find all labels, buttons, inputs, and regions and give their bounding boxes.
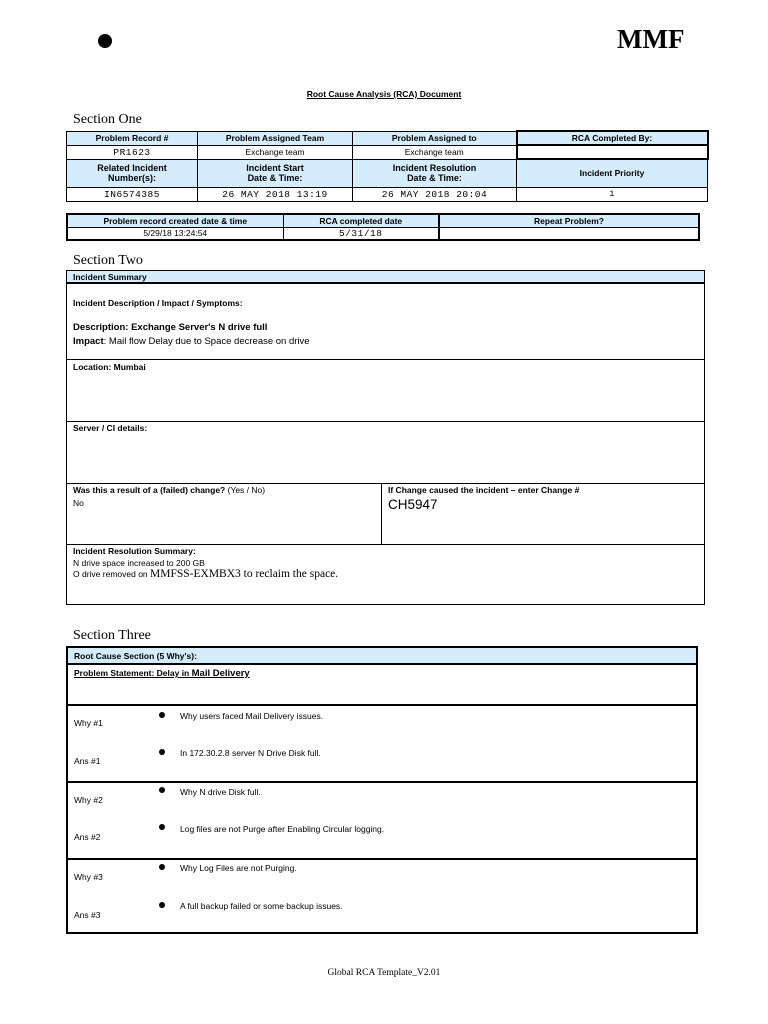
header-bullet-icon: [98, 34, 112, 48]
ans-label: Ans #1: [74, 756, 101, 766]
incident-resolution-value: 26 MAY 2018 20:04: [353, 187, 517, 201]
incident-summary-box: [66, 270, 705, 605]
divider: [381, 483, 382, 544]
created-date-value: 5/29/18 13:24:54: [67, 227, 283, 240]
ans-text: In 172.30.2.8 server N Drive Disk full.: [180, 748, 321, 758]
footer-text: Global RCA Template_V2.01: [327, 968, 441, 978]
incident-description-label: Incident Description / Impact / Symptoms:: [73, 298, 243, 308]
bullet-icon: [159, 902, 165, 908]
divider: [67, 483, 704, 484]
divider: [67, 359, 704, 360]
ans-label: Ans #2: [74, 832, 101, 842]
rca-completed-date-value: 5/31/18: [283, 227, 439, 240]
rca-completed-date-header: RCA completed date: [283, 214, 439, 227]
divider: [67, 421, 704, 422]
ans-text: A full backup failed or some backup issues.: [180, 901, 343, 911]
why-label: Why #3: [74, 872, 103, 882]
impact-line: Impact: Mail flow Delay due to Space decrease on drive: [73, 336, 310, 347]
problem-statement: Problem Statement: Delay in Mail Delivery: [74, 668, 250, 679]
problem-record-value: PR1623: [67, 145, 198, 159]
ans-label: Ans #3: [74, 910, 101, 920]
assigned-team-header: Problem Assigned Team: [198, 131, 353, 145]
root-cause-box: [66, 646, 698, 934]
bullet-icon: [159, 824, 165, 830]
why-text: Why N drive Disk full.: [180, 787, 261, 797]
problem-record-header: Problem Record #: [67, 131, 198, 145]
created-date-header: Problem record created date & time: [67, 214, 283, 227]
section-one-title: Section One: [73, 112, 142, 127]
related-incident-value: IN6574385: [67, 187, 198, 201]
incident-summary-header: Incident Summary: [67, 271, 704, 284]
record-dates-table: [66, 213, 700, 241]
divider: [67, 544, 704, 545]
bullet-icon: [159, 787, 165, 793]
why-label: Why #2: [74, 795, 103, 805]
incident-priority-header: Incident Priority: [517, 159, 708, 187]
resolution-line-1: N drive space increased to 200 GB: [73, 558, 205, 568]
resolution-summary-label: Incident Resolution Summary:: [73, 546, 196, 556]
section-two-title: Section Two: [73, 253, 143, 268]
repeat-problem-header: Repeat Problem?: [439, 214, 699, 227]
why-text: Why users faced Mail Delivery issues.: [180, 711, 324, 721]
change-number-label: If Change caused the incident – enter Change #: [388, 485, 580, 495]
assigned-team-value: Exchange team: [198, 145, 353, 159]
company-logo: MMF: [617, 24, 685, 54]
incident-priority-value: 1: [517, 187, 708, 201]
rca-completed-by-value: [517, 145, 708, 159]
bullet-icon: [159, 712, 165, 718]
location-label: Location: Mumbai: [73, 362, 146, 372]
incident-start-value: 26 MAY 2018 13:19: [198, 187, 353, 201]
incident-start-header: Incident Start Date & Time:: [198, 159, 353, 187]
root-cause-header: Root Cause Section (5 Why's):: [68, 648, 696, 665]
ans-text: Log files are not Purge after Enabling Circular logging.: [180, 824, 385, 834]
bullet-icon: [159, 749, 165, 755]
resolution-line-2: O drive removed on MMFSS-EXMBX3 to reclaim the space.: [73, 568, 339, 580]
why-block-2: [68, 783, 696, 860]
bullet-icon: [159, 864, 165, 870]
why-block-1: [68, 706, 696, 783]
server-ci-label: Server / CI details:: [73, 423, 148, 433]
repeat-problem-value: [439, 227, 699, 240]
why-block-3: [68, 860, 696, 934]
related-incident-header: Related Incident Number(s):: [67, 159, 198, 187]
assigned-to-header: Problem Assigned to: [353, 131, 517, 145]
why-label: Why #1: [74, 718, 103, 728]
section-three-title: Section Three: [73, 628, 151, 643]
why-text: Why Log Files are not Purging.: [180, 863, 297, 873]
rca-completed-by-header: RCA Completed By:: [517, 131, 708, 145]
section-one-table: [66, 130, 709, 202]
assigned-to-value: Exchange team: [353, 145, 517, 159]
change-number-value: CH5947: [388, 497, 438, 512]
document-title: Root Cause Analysis (RCA) Document: [306, 89, 462, 99]
incident-resolution-header: Incident Resolution Date & Time:: [353, 159, 517, 187]
change-question: Was this a result of a (failed) change? (Yes / No): [73, 485, 266, 495]
description-line: Description: Exchange Server's N drive full: [73, 322, 268, 333]
change-answer: No: [73, 498, 84, 508]
